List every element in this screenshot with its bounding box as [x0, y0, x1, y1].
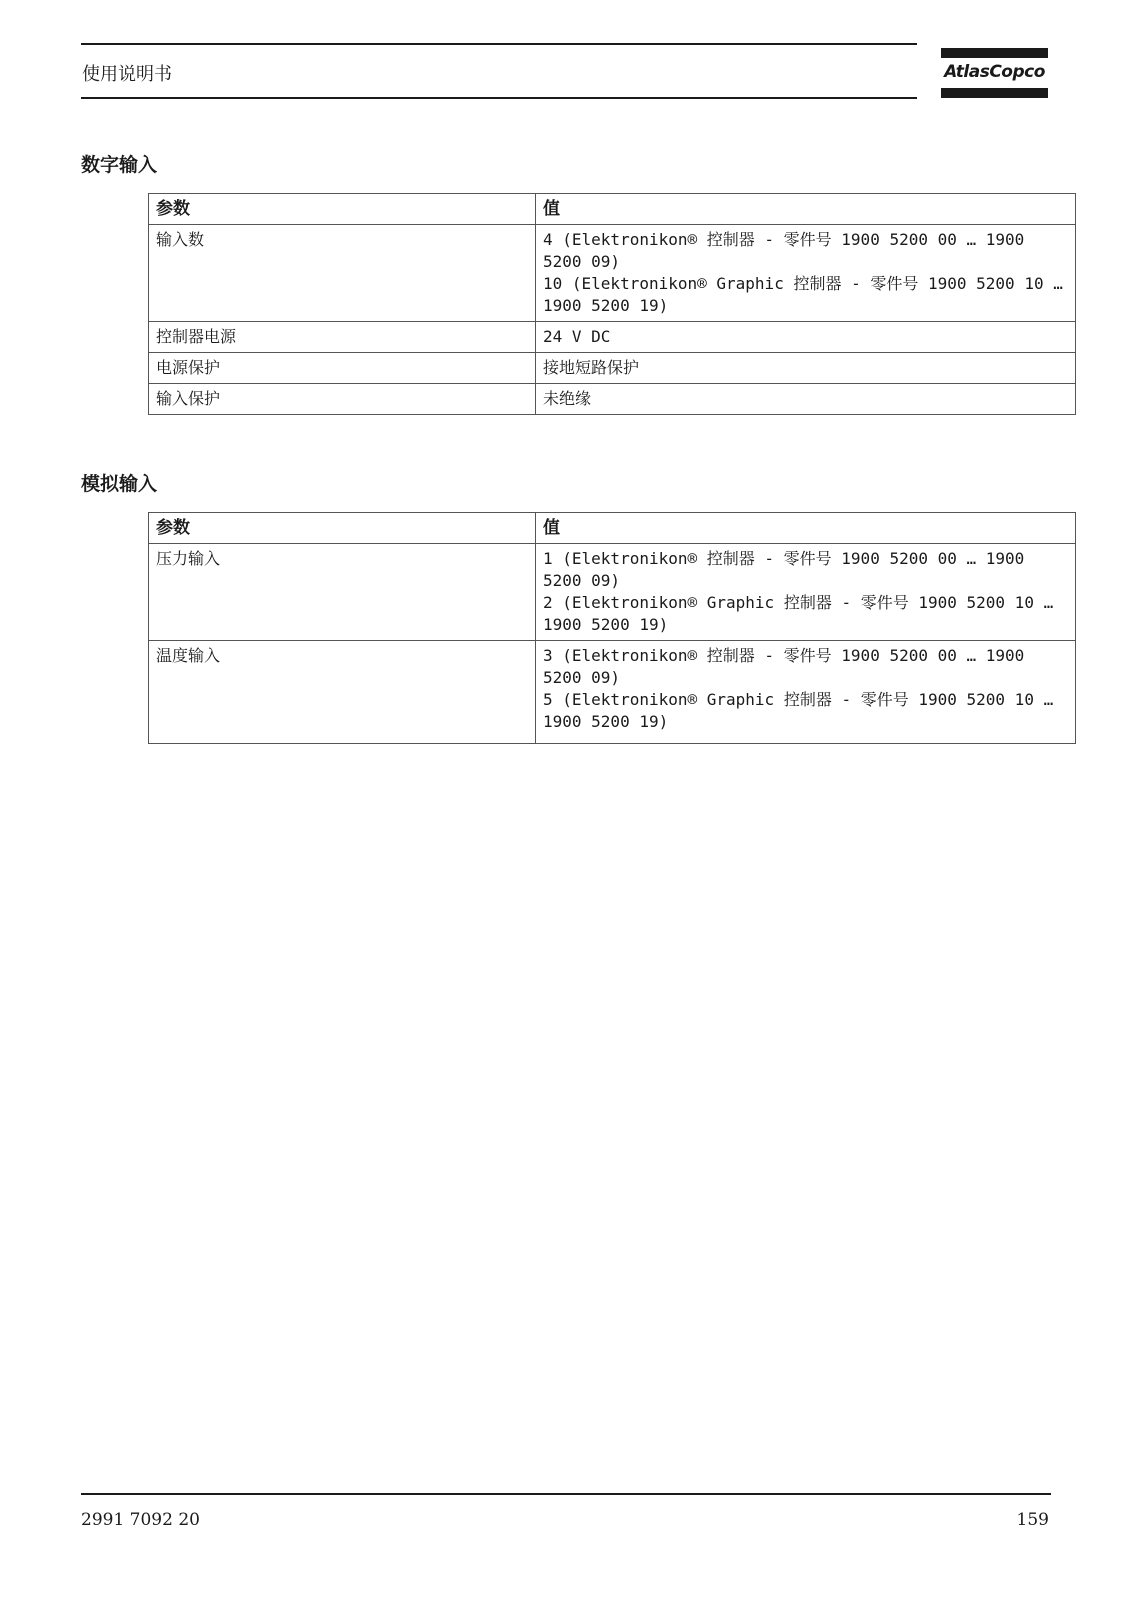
document-title: 使用说明书 [82, 64, 172, 85]
table-row [149, 641, 1076, 744]
header-bottom-rule [81, 97, 917, 99]
column-header-param: 参数 [149, 513, 536, 544]
value-cell [536, 641, 1076, 744]
value-cell: 未绝缘 [536, 384, 1076, 415]
column-header-value: 值 [536, 513, 1076, 544]
section-title-digital-inputs: 数字输入 [81, 154, 158, 176]
value-line: 5 (Elektronikon® Graphic 控制器 - 零件号 1900 5200 10 … 1900 5200 19) [543, 690, 1054, 731]
table-row [149, 322, 1076, 353]
header-top-rule [81, 43, 917, 45]
value-line: 2 (Elektronikon® Graphic 控制器 - 零件号 1900 5200 10 … 1900 5200 19) [543, 593, 1054, 634]
digital-inputs-table [148, 193, 1076, 415]
column-header-param: 参数 [149, 194, 536, 225]
value-line: 1 (Elektronikon® 控制器 - 零件号 1900 5200 00 … 1900 5200 09) [543, 549, 1025, 590]
table-header-row [149, 194, 1076, 225]
logo-top-bar [941, 48, 1048, 58]
param-cell: 输入数 [149, 225, 536, 322]
value-cell: 24 V DC [536, 322, 1076, 353]
atlas-copco-logo [941, 48, 1048, 100]
page-number: 159 [1016, 1510, 1049, 1530]
value-line: 10 (Elektronikon® Graphic 控制器 - 零件号 1900 5200 10 … 1900 5200 19) [543, 274, 1063, 315]
table-row [149, 353, 1076, 384]
table-row [149, 544, 1076, 641]
logo-bottom-bar [941, 88, 1048, 98]
param-cell: 控制器电源 [149, 322, 536, 353]
column-header-value: 值 [536, 194, 1076, 225]
footer-rule [81, 1493, 1051, 1495]
param-cell: 压力输入 [149, 544, 536, 641]
table-row [149, 384, 1076, 415]
value-line: 4 (Elektronikon® 控制器 - 零件号 1900 5200 00 … 1900 5200 09) [543, 230, 1025, 271]
value-cell [536, 544, 1076, 641]
param-cell: 输入保护 [149, 384, 536, 415]
analog-inputs-table [148, 512, 1076, 744]
section-title-analog-inputs: 模拟输入 [81, 473, 158, 495]
document-number: 2991 7092 20 [81, 1510, 200, 1530]
param-cell: 电源保护 [149, 353, 536, 384]
table-header-row [149, 513, 1076, 544]
value-cell [536, 225, 1076, 322]
value-cell: 接地短路保护 [536, 353, 1076, 384]
logo-wordmark: AtlasCopco [944, 62, 1045, 82]
param-cell: 温度输入 [149, 641, 536, 744]
value-line: 3 (Elektronikon® 控制器 - 零件号 1900 5200 00 … 1900 5200 09) [543, 646, 1025, 687]
table-row [149, 225, 1076, 322]
